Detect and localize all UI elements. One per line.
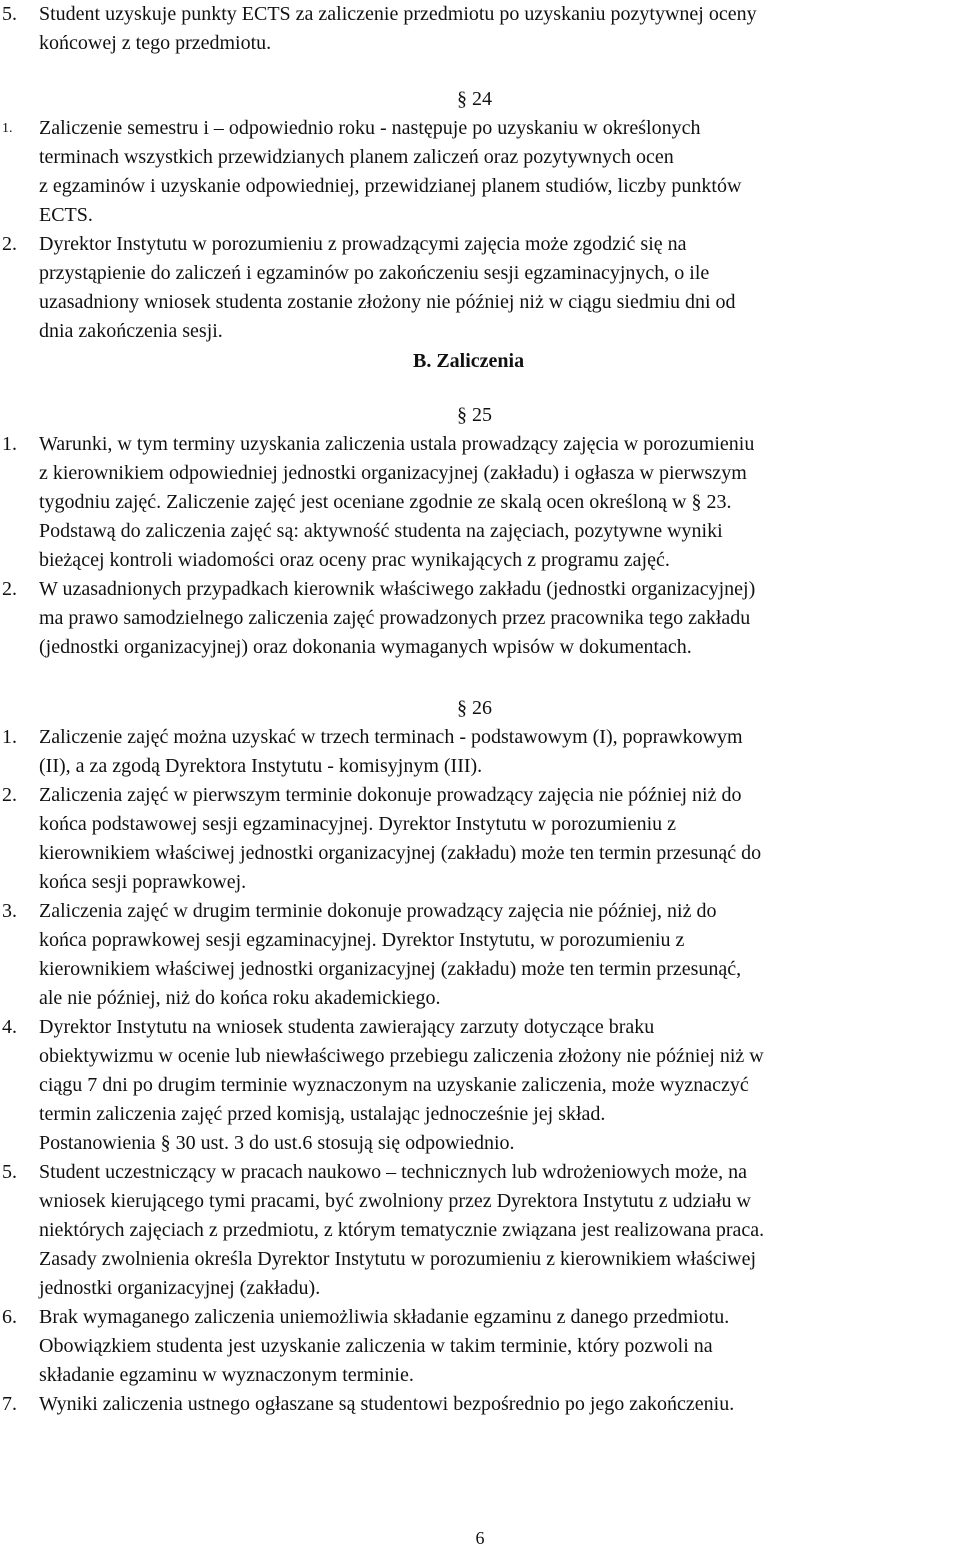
- item-number: 1.: [2, 433, 17, 455]
- text-line: składanie egzaminu w wyznaczonym terminie.: [39, 1364, 414, 1386]
- text-line: obiektywizmu w ocenie lub niewłaściwego przebiegu zaliczenia złożony nie później niż w: [39, 1045, 764, 1067]
- list-item: [0, 781, 764, 897]
- section-mark-24: § 24: [457, 88, 492, 110]
- list-item: [0, 114, 741, 230]
- item-number: 3.: [2, 900, 17, 922]
- text-line: W uzasadnionych przypadkach kierownik właściwego zakładu (jednostki organizacyjnej): [39, 578, 756, 600]
- section-mark-25: § 25: [457, 404, 492, 426]
- section-26-list: [0, 723, 764, 1419]
- text-line: z egzaminów i uzyskanie odpowiedniej, przewidzianej planem studiów, liczby punktów: [39, 175, 742, 197]
- text-line: z kierownikiem odpowiedniej jednostki organizacyjnej (zakładu) i ogłasza w pierwszym: [39, 462, 747, 484]
- item-number: 4.: [2, 1016, 17, 1038]
- item-number: 2.: [2, 578, 17, 600]
- item-number: 7.: [2, 1393, 17, 1415]
- text-line: bieżącej kontroli wiadomości oraz oceny prac wynikających z programu zajęć.: [39, 549, 670, 571]
- text-line: przystąpienie do zaliczeń i egzaminów po zakończeniu sesji egzaminacyjnych, o ile: [39, 262, 710, 284]
- text-line: Zaliczenia zajęć w pierwszym terminie dokonuje prowadzący zajęcia nie później niż do: [39, 784, 742, 806]
- text-line: kierownikiem właściwej jednostki organizacyjnej (zakładu) może ten termin przesunąć,: [39, 958, 742, 980]
- list-item: [0, 1158, 764, 1303]
- text-line: Warunki, w tym terminy uzyskania zaliczenia ustala prowadzący zajęcia w porozumieniu: [39, 433, 755, 455]
- list-item: [0, 230, 741, 346]
- text-line: terminach wszystkich przewidzianych planem zaliczeń oraz pozytywnych ocen: [39, 146, 674, 168]
- list-item: [0, 575, 755, 662]
- item-number: 2.: [2, 784, 17, 806]
- text-line: Zaliczenie semestru i – odpowiednio roku - następuje po uzyskaniu w określonych: [39, 117, 701, 139]
- page-number: 6: [475, 1528, 485, 1548]
- text-line: jednostki organizacyjnej (zakładu).: [39, 1277, 321, 1299]
- text-line: Student uczestniczący w pracach naukowo – technicznych lub wdrożeniowych może, na: [39, 1161, 748, 1183]
- text-line: Student uzyskuje punkty ECTS za zaliczenie przedmiotu po uzyskaniu pozytywnej oceny: [39, 3, 757, 25]
- text-line: Dyrektor Instytutu na wniosek studenta zawierający zarzuty dotyczące braku: [39, 1016, 655, 1038]
- item-number: 1.: [2, 121, 13, 136]
- text-line: końca sesji poprawkowej.: [39, 871, 247, 893]
- text-line: dnia zakończenia sesji.: [39, 320, 223, 342]
- item-number: 5.: [2, 3, 17, 25]
- text-line: Obowiązkiem studenta jest uzyskanie zaliczenia w takim terminie, który pozwoli na: [39, 1335, 713, 1357]
- intro-item: [0, 0, 757, 58]
- text-line: Brak wymaganego zaliczenia uniemożliwia składanie egzaminu z danego przedmiotu.: [39, 1306, 730, 1328]
- intro-list: [0, 0, 757, 58]
- text-line: Dyrektor Instytutu w porozumieniu z prowadzącymi zajęcia może zgodzić się na: [39, 233, 687, 255]
- list-item: [0, 897, 764, 1013]
- section-heading: B. Zaliczenia: [413, 350, 525, 372]
- text-line: Postanowienia § 30 ust. 3 do ust.6 stosują się odpowiednio.: [39, 1132, 515, 1154]
- text-line: Zaliczenia zajęć w drugim terminie dokonuje prowadzący zajęcia nie później, niż do: [39, 900, 717, 922]
- list-item: [0, 1390, 764, 1419]
- text-line: kierownikiem właściwej jednostki organizacyjnej (zakładu) może ten termin przesunąć do: [39, 842, 762, 864]
- item-number: 6.: [2, 1306, 17, 1328]
- section-25-list: [0, 430, 755, 662]
- text-line: końcowej z tego przedmiotu.: [39, 32, 272, 54]
- text-line: ECTS.: [39, 204, 93, 226]
- text-line: końca poprawkowej sesji egzaminacyjnej. Dyrektor Instytutu, w porozumieniu z: [39, 929, 685, 951]
- item-number: 5.: [2, 1161, 17, 1183]
- text-line: ale nie później, niż do końca roku akademickiego.: [39, 987, 441, 1009]
- list-item: [0, 723, 764, 781]
- list-item: [0, 430, 755, 575]
- text-line: Wyniki zaliczenia ustnego ogłaszane są studentowi bezpośrednio po jego zakończeniu.: [39, 1393, 735, 1415]
- text-line: Zaliczenie zajęć można uzyskać w trzech terminach - podstawowym (I), poprawkowym: [39, 726, 743, 748]
- section-24-list: [0, 114, 741, 346]
- text-line: wniosek kierującego tymi pracami, być zwolniony przez Dyrektora Instytutu z udziału w: [39, 1190, 751, 1212]
- text-line: Zasady zwolnienia określa Dyrektor Instytutu w porozumieniu z kierownikiem właściwej: [39, 1248, 757, 1270]
- text-line: tygodniu zajęć. Zaliczenie zajęć jest oceniane zgodnie ze skalą ocen określoną w § 23.: [39, 491, 732, 513]
- text-line: termin zaliczenia zajęć przed komisją, ustalając jednocześnie jej skład.: [39, 1103, 606, 1125]
- section-mark-26: § 26: [457, 697, 492, 719]
- text-line: niektórych zajęciach z przedmiotu, z którym tematycznie związana jest realizowana praca.: [39, 1219, 765, 1241]
- text-line: Podstawą do zaliczenia zajęć są: aktywność studenta na zajęciach, pozytywne wyniki: [39, 520, 723, 542]
- text-line: ma prawo samodzielnego zaliczenia zajęć prowadzonych przez pracownika tego zakładu: [39, 607, 751, 629]
- text-line: końca podstawowej sesji egzaminacyjnej. Dyrektor Instytutu w porozumieniu z: [39, 813, 677, 835]
- list-item: [0, 1013, 764, 1158]
- text-line: (jednostki organizacyjnej) oraz dokonania wymaganych wpisów w dokumentach.: [39, 636, 692, 658]
- text-line: (II), a za zgodą Dyrektora Instytutu - komisyjnym (III).: [39, 755, 483, 777]
- text-line: uzasadniony wniosek studenta zostanie złożony nie później niż w ciągu siedmiu dni od: [39, 291, 736, 313]
- item-number: 2.: [2, 233, 17, 255]
- list-item: [0, 1303, 764, 1390]
- item-number: 1.: [2, 726, 17, 748]
- text-line: ciągu 7 dni po drugim terminie wyznaczonym na uzyskanie zaliczenia, może wyznaczyć: [39, 1074, 749, 1096]
